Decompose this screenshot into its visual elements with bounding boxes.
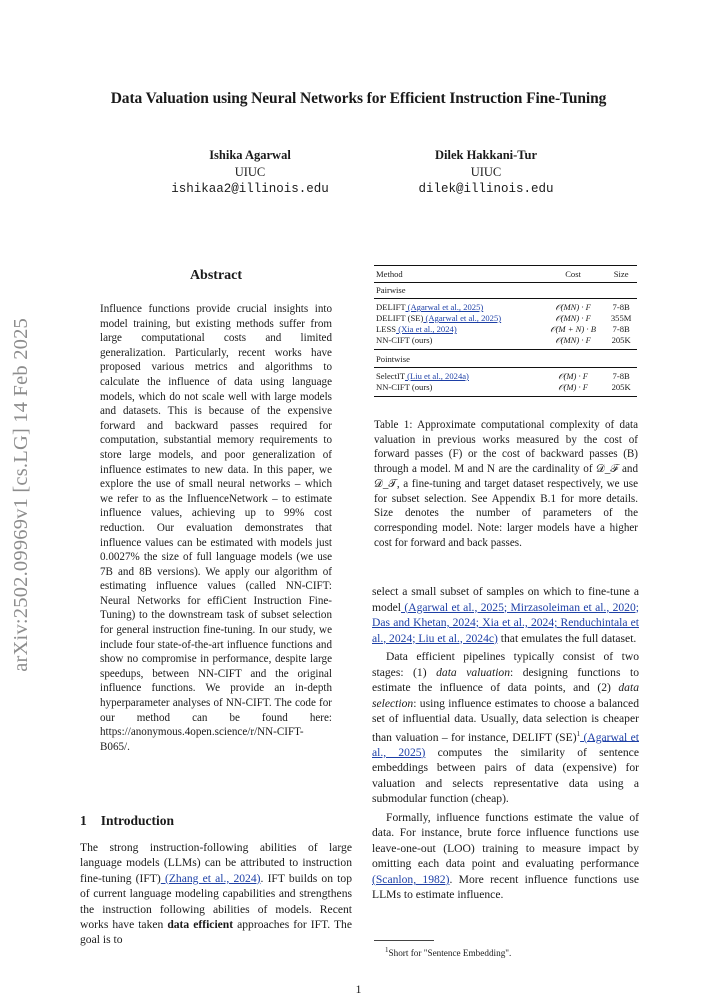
- paragraph: [372, 584, 639, 646]
- author-email[interactable]: dilek@illinois.edu: [418, 182, 554, 196]
- footnote-rule: [374, 940, 434, 941]
- method-name: DELIFT: [376, 302, 406, 312]
- table-row: [374, 299, 637, 314]
- arxiv-stamp: [10, 318, 32, 688]
- italic-term: data selection: [372, 681, 639, 710]
- author-name: Dilek Hakkani-Tur: [434, 148, 537, 162]
- size-cell: 7-8B: [612, 371, 630, 381]
- table-row: [374, 335, 637, 350]
- method-name: SelectIT: [376, 371, 405, 381]
- intro-paragraph: [80, 840, 352, 948]
- column-header-method: Method: [376, 269, 403, 279]
- method-cell: [374, 313, 541, 324]
- author-affiliation: UIUC: [470, 165, 502, 179]
- size-cell: 205K: [611, 335, 631, 345]
- cost-cell: 𝒪(M) · F: [558, 371, 589, 381]
- citation-link[interactable]: (Liu et al., 2024a): [404, 371, 469, 381]
- method-cell: [374, 382, 541, 397]
- table-row: [374, 368, 637, 383]
- body-text: : using influence estimates to choose a balanced set of influential data. Usually, data selection is cheaper than valuation – for instance, DELIFT (SE): [372, 696, 639, 744]
- intro-text: The strong instruction-following abilities of large language models (LLMs) can be attributed to instruction fine-tuning (IFT): [80, 841, 352, 885]
- section-heading-introduction: [80, 813, 174, 829]
- intro-text: approaches for IFT. The goal is to: [80, 918, 352, 947]
- arxiv-stamp-text: arXiv:2502.09969v1 [cs.LG] 14 Feb 2025: [10, 318, 32, 672]
- table-caption: Table 1: Approximate computational complexity of data valuation in previous works measured by the cost of forward passes (F) or the cost of backward passes (B) through a model. M and N are the cardinality of 𝒟_ℱ and 𝒟_𝒯, a fine-tuning and target dataset respectively, we use for subset selection. See Appendix B.1 for more details. Size denotes the number of parameters of the corresponding model. Note: larger models have a higher cost for forward and back passes.: [374, 419, 638, 549]
- footnote: [385, 946, 511, 958]
- citation-link[interactable]: (Agarwal et al., 2025): [423, 313, 502, 323]
- right-column-text: [372, 584, 639, 903]
- footnote-marker[interactable]: 1: [576, 729, 581, 738]
- method-cell: [374, 335, 541, 350]
- table-1: [374, 265, 637, 397]
- author-email[interactable]: ishikaa2@illinois.edu: [171, 182, 329, 196]
- column-header-size: Size: [613, 269, 629, 279]
- section-title: Introduction: [100, 813, 175, 828]
- method-name: LESS: [376, 324, 397, 334]
- author-block-2: [386, 147, 586, 198]
- size-cell: 7-8B: [612, 324, 630, 334]
- body-text: : designing functions to estimate the influence of data points, and (2): [372, 665, 640, 694]
- citation-link[interactable]: (Agarwal et al., 2025): [405, 302, 484, 312]
- section-number: 1: [80, 813, 87, 828]
- footnote-number: 1: [385, 946, 389, 954]
- table-row: [374, 382, 637, 397]
- citation-link[interactable]: (Scanlon, 1982): [372, 872, 450, 886]
- paragraph: [372, 649, 639, 807]
- cost-cell: 𝒪(MN) · F: [555, 302, 591, 312]
- method-name: DELIFT (SE): [376, 313, 424, 323]
- body-text: select a small subset of samples on which to fine-tune a model: [372, 585, 639, 614]
- citation-link[interactable]: (Xia et al., 2024): [396, 324, 457, 334]
- group-label-pairwise: Pairwise: [376, 285, 406, 295]
- table-row: [374, 313, 637, 324]
- cost-cell: 𝒪(MN) · F: [555, 335, 591, 345]
- method-cell: [374, 324, 541, 335]
- footnote-text: Short for "Sentence Embedding".: [388, 948, 512, 959]
- size-cell: 205K: [611, 382, 631, 392]
- body-text: that emulates the full dataset.: [497, 631, 637, 645]
- paper-title: Data Valuation using Neural Networks for Efficient Instruction Fine-Tuning: [110, 90, 607, 107]
- author-block-1: [150, 147, 350, 198]
- table-row: [374, 324, 637, 335]
- intro-text: . IFT builds on top of current language modeling capabilities and strengthens the instruction following abilities of models. Recent works have taken: [80, 871, 352, 932]
- cost-cell: 𝒪(M) · F: [558, 382, 589, 392]
- method-cell: [374, 368, 541, 383]
- cost-cell: 𝒪(MN) · F: [555, 313, 591, 323]
- body-text: Data efficient pipelines typically consist of two stages: (1): [372, 650, 639, 679]
- method-cell: [374, 299, 541, 314]
- paragraph: [372, 810, 639, 903]
- size-cell: 7-8B: [612, 302, 630, 312]
- size-cell: 355M: [610, 313, 632, 323]
- body-text: computes the similarity of sentence embeddings between pairs of data (expensive) for valuation and selects representative data using a submodular function (cheap).: [372, 745, 639, 806]
- abstract-text: Influence functions provide crucial insights into model training, but existing methods suffer from large computational costs and limited generalization. Particularly, recent works have proposed various metrics and algorithms to calculate the influence of data using language models, which do not scale well with large models and datasets. This is because of the expensive forward and backward passes required for computation, substantial memory requirements to store large models, and poor generalization of influence estimates to new data. In this paper, we explore the use of small neural networks – which we refer to as the InfluenceNetwork – to estimate influence values, achieving up to 99% cost reduction. Our evaluation demonstrates that influence values can be estimated with models just 0.0027% the size of full language models (we use 7B and 8B versions). We apply our algorithm of estimating influence values (called NN-CIFT: Neural Networks for effiCient Instruction Fine-Tuning) to the downstream task of subset selection for general instruction fine-tuning. In our study, we include four state-of-the-art influence functions and show no compromise in performance, despite large speedups, between NN-CIFT and the original influence functions. We provide an in-depth hyperparameter analyses of NN-CIFT. The code for our method can be found here: https://anonymous.4open.science/r/NN-CIFT-B065/.: [100, 303, 332, 753]
- citation-link[interactable]: (Zhang et al., 2024): [160, 871, 261, 885]
- intro-bold-text: data efficient: [167, 918, 234, 932]
- cost-cell: 𝒪(M + N) · B: [550, 324, 596, 334]
- author-name: Ishika Agarwal: [209, 148, 291, 162]
- group-label-pointwise: Pointwise: [376, 354, 410, 364]
- body-text: . More recent influence functions use LLMs to estimate influence.: [372, 872, 640, 902]
- italic-term: data valuation: [436, 665, 511, 679]
- page-number: 1: [355, 982, 362, 996]
- citation-link[interactable]: (Agarwal et al., 2025): [372, 730, 639, 759]
- author-affiliation: UIUC: [234, 165, 266, 179]
- method-name: NN-CIFT (ours): [376, 382, 433, 392]
- method-name: NN-CIFT (ours): [376, 335, 433, 345]
- body-text: Formally, influence functions estimate the value of data. For instance, brute force influence functions use leave-one-out (LOO) training to measure impact by omitting each data point and evaluating performance: [372, 810, 639, 871]
- citation-link[interactable]: (Agarwal et al., 2025; Mirzasoleiman et al., 2020; Das and Khetan, 2024; Xia et al., 2024; Renduchintala et al., 2024; Liu et al., 2024c): [372, 600, 639, 645]
- column-header-cost: Cost: [565, 269, 581, 279]
- complexity-table: [374, 265, 637, 397]
- abstract-heading: Abstract: [189, 268, 243, 283]
